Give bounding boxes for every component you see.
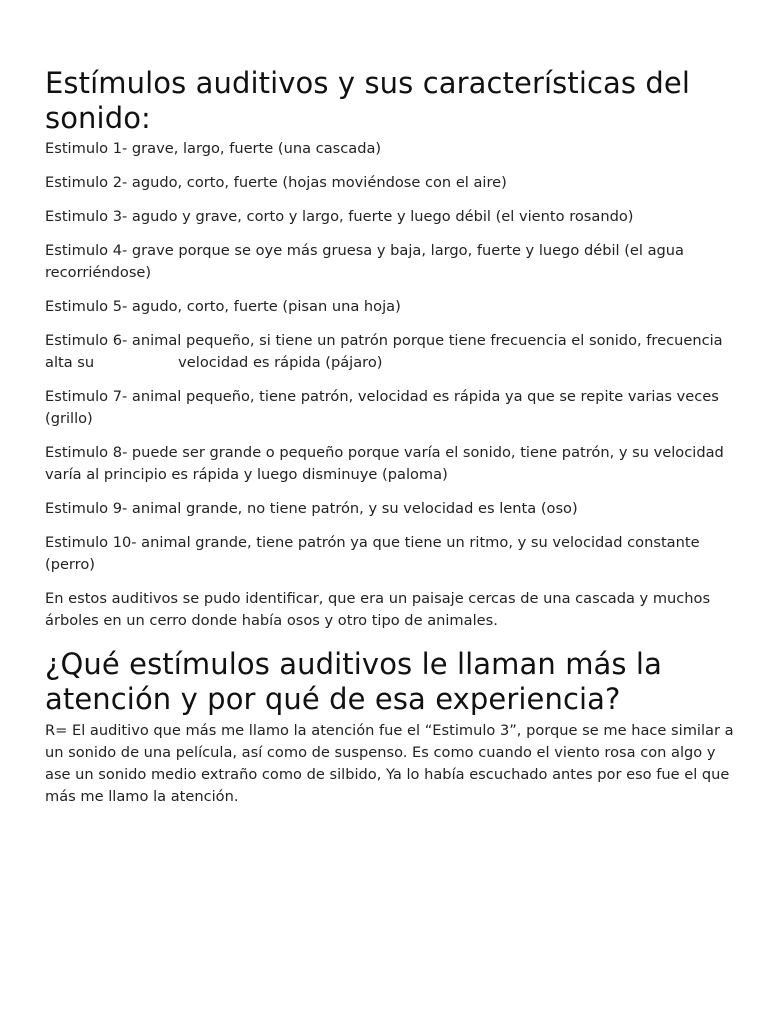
document-page — [45, 66, 735, 820]
stimulus-3: Estimulo 3- agudo y grave, corto y largo, fuerte y luego débil (el viento rosando) — [45, 208, 634, 225]
stimulus-9: Estimulo 9- animal grande, no tiene patrón, y su velocidad es lenta (oso) — [45, 500, 578, 517]
answer-paragraph: R= El auditivo que más me llamo la atención fue el “Estimulo 3”, porque se me hace similar a un sonido de una película, así como de suspenso. Es como cuando el viento rosa con algo y ase un sonido medio extraño como de silbido, Ya lo había escuchado antes por eso fue el que más me llamo la atención. — [45, 722, 734, 805]
stimulus-8: Estimulo 8- puede ser grande o pequeño porque varía el sonido, tiene patrón, y su velocidad varía al principio es rápida y luego disminuye (paloma) — [45, 444, 724, 483]
stimulus-7: Estimulo 7- animal pequeño, tiene patrón, velocidad es rápida ya que se repite varias veces (grillo) — [45, 388, 719, 427]
conclusion-paragraph: En estos auditivos se pudo identificar, que era un paisaje cercas de una cascada y muchos árboles en un cerro donde había osos y otro tipo de animales. — [45, 590, 711, 629]
stimulus-2: Estimulo 2- agudo, corto, fuerte (hojas moviéndose con el aire) — [45, 174, 507, 191]
stimulus-4: Estimulo 4- grave porque se oye más gruesa y baja, largo, fuerte y luego débil (el agua recorriéndose) — [45, 242, 684, 281]
stimulus-10: Estimulo 10- animal grande, tiene patrón ya que tiene un ritmo, y su velocidad constante (perro) — [45, 534, 700, 573]
stimulus-6 — [45, 330, 735, 374]
stimulus-1: Estimulo 1- grave, largo, fuerte (una cascada) — [45, 140, 382, 157]
stimulus-5: Estimulo 5- agudo, corto, fuerte (pisan una hoja) — [45, 298, 401, 315]
section-title-stimuli: Estímulos auditivos y sus características del sonido: — [45, 66, 691, 135]
stimulus-6-part-1: Estimulo 6- animal pequeño, si tiene un patrón porque tiene frecuencia el sonido, frecuencia alta su — [45, 332, 723, 371]
section-title-question: ¿Qué estímulos auditivos le llaman más la atención y por qué de esa experiencia? — [45, 647, 662, 716]
stimulus-6-part-2: velocidad es rápida (pájaro) — [178, 354, 383, 371]
